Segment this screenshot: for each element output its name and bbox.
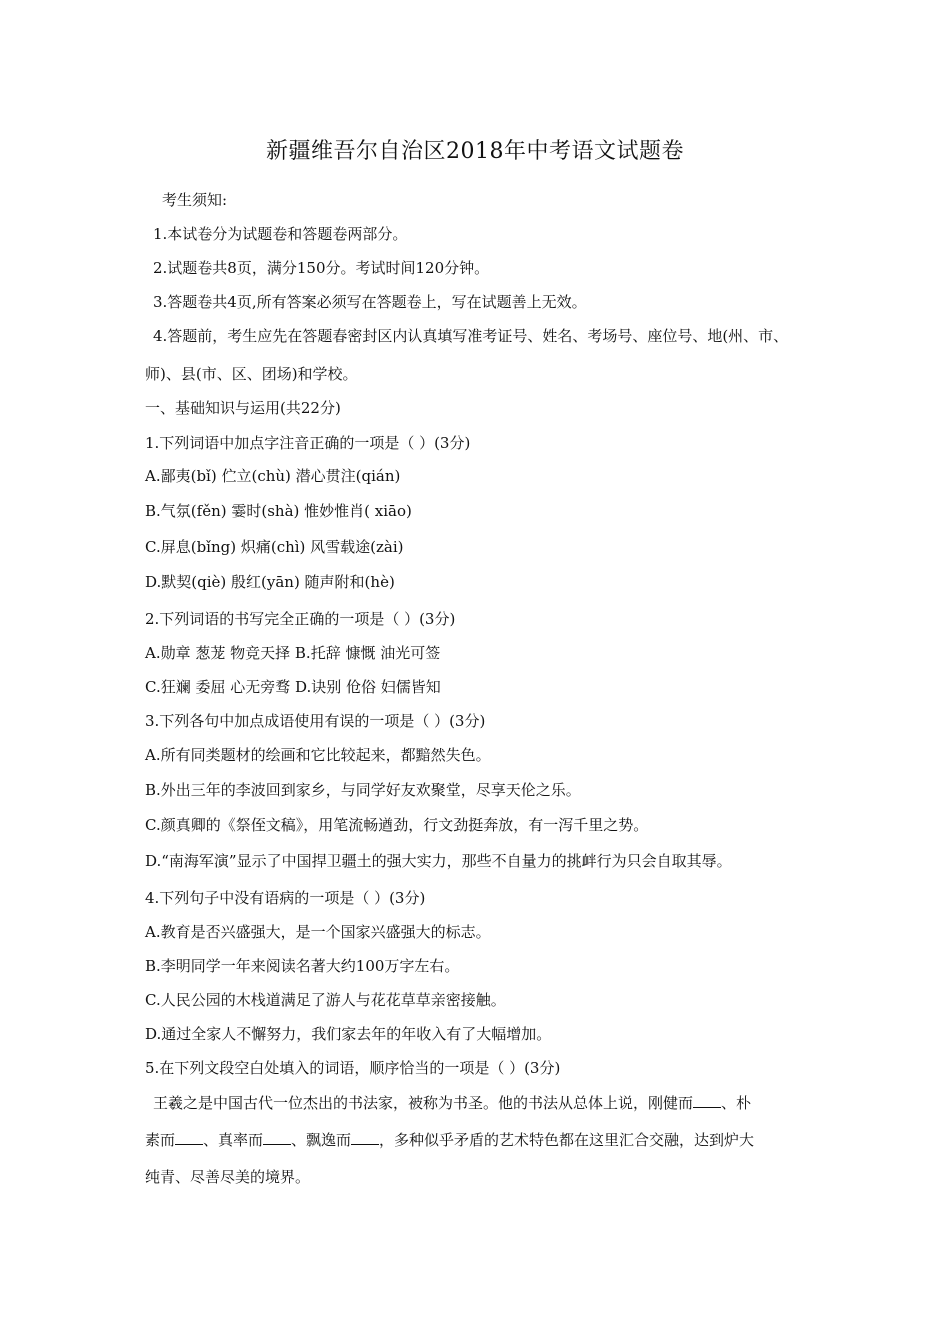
option-d: D.“南海军演”显示了中国捍卫疆土的强大实力，那些不自量力的挑衅行为只会自取其辱。	[145, 852, 732, 870]
page-title: 新疆维吾尔自治区2018年中考语文试题卷	[266, 139, 684, 164]
notice-item: 1.本试卷分为试题卷和答题卷两部分。	[153, 225, 408, 243]
option-d: D.默契(qiè) 殷红(yān) 随声附和(hè)	[145, 573, 395, 591]
passage-text: ，多种似乎矛盾的艺术特色都在这里汇合交融，达到炉大	[379, 1131, 755, 1149]
option-c: C.颜真卿的《祭侄文稿》，用笔流畅遒劲，行文劲挺奔放，有一泻千里之势。	[145, 816, 649, 834]
option-b: B.气氛(fěn) 霎时(shà) 惟妙惟肖( xiāo)	[145, 502, 412, 520]
question-stem: 2.下列词语的书写完全正确的一项是（ ）(3分)	[145, 610, 456, 628]
option-cd: C.狂斓 委屈 心无旁骛 D.诀别 伧俗 妇儒皆知	[145, 678, 441, 696]
notice-item: 3.答题卷共4页,所有答案必须写在答题卷上，写在试题善上无效。	[153, 293, 587, 311]
passage-text: 、飘逸而	[291, 1131, 352, 1149]
fill-blank	[351, 1130, 379, 1145]
passage-text: 王羲之是中国古代一位杰出的书法家，被称为书圣。他的书法从总体上说，刚健而	[153, 1094, 694, 1112]
fill-blank	[175, 1130, 203, 1145]
option-a: A.教育是否兴盛强大，是一个国家兴盛强大的标志。	[145, 923, 491, 941]
option-ab: A.勋章 葱茏 物竞天择 B.托辞 慷慨 油光可签	[145, 644, 441, 662]
option-d: D.通过全家人不懈努力，我们家去年的年收入有了大幅增加。	[145, 1025, 552, 1043]
notice-item: 师)、县(市、区、团场)和学校。	[145, 365, 358, 383]
passage-text: 、真率而	[203, 1131, 264, 1149]
option-c: C.人民公园的木栈道满足了游人与花花草草亲密接触。	[145, 991, 506, 1009]
question-stem: 4.下列句子中没有语病的一项是（ ）(3分)	[145, 889, 426, 907]
notice-heading: 考生须知:	[162, 191, 228, 209]
question-stem: 5.在下列文段空白处填入的词语，顺序恰当的一项是（ ）(3分)	[145, 1059, 561, 1077]
question-stem: 3.下列各句中加点成语使用有误的一项是（ ）(3分)	[145, 712, 486, 730]
option-b: B.外出三年的李波回到家乡，与同学好友欢聚堂，尽享天伦之乐。	[145, 781, 581, 799]
passage-line: 纯青、尽善尽美的境界。	[145, 1168, 311, 1186]
option-c: C.屏息(bǐng) 炽痛(chì) 风雪载途(zài)	[145, 538, 404, 556]
fill-blank	[263, 1130, 291, 1145]
passage-line	[145, 1130, 754, 1150]
passage-line	[153, 1093, 751, 1113]
notice-item: 2.试题卷共8页，满分150分。考试时间120分钟。	[153, 259, 490, 277]
option-a: A.鄙夷(bǐ) 伫立(chù) 潜心贯注(qián)	[145, 467, 401, 485]
notice-item: 4.答题前，考生应先在答题春密封区内认真填写准考证号、姓名、考场号、座位号、地(州、市、	[153, 327, 789, 345]
passage-text: 素而	[145, 1131, 176, 1149]
option-a: A.所有同类题材的绘画和它比较起来，都黯然失色。	[145, 746, 491, 764]
option-b: B.李明同学一年来阅读名著大约100万字左右。	[145, 957, 460, 975]
passage-text: 、朴	[721, 1094, 752, 1112]
section-heading: 一、基础知识与运用(共22分)	[145, 399, 341, 417]
question-stem: 1.下列词语中加点字注音正确的一项是（ ）(3分)	[145, 434, 471, 452]
fill-blank	[693, 1093, 721, 1108]
